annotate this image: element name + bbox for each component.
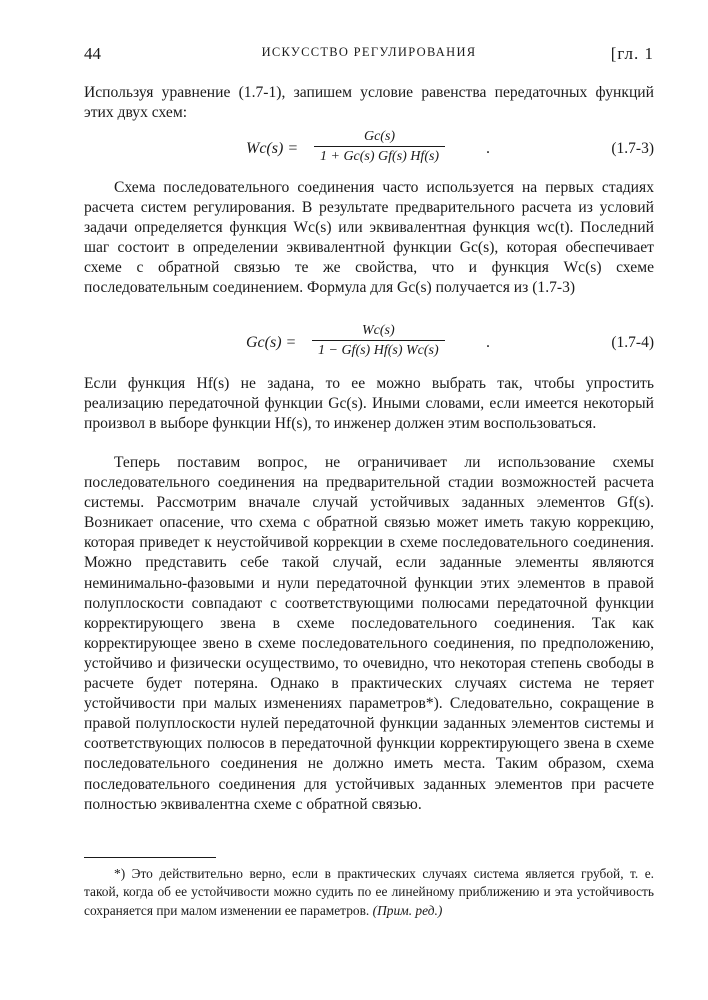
formula-numerator: Wc(s) [361, 323, 395, 338]
paragraph-serial-scheme: Схема последовательного соединения часто используется на первых стадиях расчета систем регулирования. В результате предварительного расчета из условий задачи определяется функция Wc(s) или эквивалентная функция wc(t). Последний шаг состоит в определении эквивалентной функции Gc(s), которая обеспечивает схеме с обратной связью те же свойства, что и функция Wc(s) схеме последовательным соединением. Формула для Gc(s) получается из (1.7-3) [84, 179, 654, 297]
formula-fraction [314, 128, 445, 166]
formula-1-7-3 [84, 128, 654, 170]
running-title: ИСКУССТВО РЕГУЛИРОВАНИЯ [261, 45, 477, 59]
paragraph-intro: Используя уравнение (1.7-1), запишем условие равенства передаточных функций этих двух схем: [84, 84, 654, 122]
formula-1-7-4 [84, 322, 654, 364]
formula-numerator: Gc(s) [363, 129, 396, 144]
page-header [84, 44, 654, 64]
footnote-editor-note: (Прим. ред.) [372, 902, 443, 918]
footnote-text: *) Это действительно верно, если в практических случаях система является грубой, т. е. такой, когда об ее устойчивости можно судить по ее линейному приближению и эта устойчивость сохраняется при малом изменении ее параметров. [84, 866, 654, 918]
footnote [84, 865, 654, 920]
formula-lhs: Gc(s) = [246, 334, 297, 351]
formula-period: . [486, 140, 490, 157]
formula-denominator: 1 + Gc(s) Gf(s) Hf(s) [314, 146, 445, 166]
chapter-marker: [гл. 1 [610, 44, 654, 63]
formula-lhs: Wc(s) = [246, 140, 299, 157]
equation-number: (1.7-4) [611, 334, 654, 351]
formula-period: . [486, 334, 490, 351]
page-number: 44 [84, 44, 101, 63]
equation-number: (1.7-3) [611, 140, 654, 157]
footnote-separator [84, 857, 216, 858]
formula-fraction [312, 322, 445, 360]
paragraph-feedback-function: Если функция Hf(s) не задана, то ее можно выбрать так, чтобы упростить реализацию передаточной функции Gc(s). Иными словами, если имеется некоторый произвол в выборе функции Hf(s), то инженер должен этим воспользоваться. [84, 375, 654, 433]
formula-denominator: 1 − Gf(s) Hf(s) Wc(s) [312, 340, 445, 360]
paragraph-question: Теперь поставим вопрос, не ограничивает ли использование схемы последовательного соединения на предварительной стадии возможностей расчета системы. Рассмотрим вначале случай устойчивых заданных элементов Gf(s). Возникает опасение, что схема с обратной связью может иметь такую коррекцию, которая приведет к неустойчивой коррекции в схеме последовательного соединения. Можно представить себе такой случай, если заданные элементы являются неминимально-фазовыми и нули передаточной функции этих элементов в правой полуплоскости совпадают с соответствующими полюсами передаточной функции корректирующего звена в схеме последовательного соединения. Так как корректирующее звено в схеме последовательного соединения, по предположению, устойчиво и физически осуществимо, то очевидно, что некоторая степень свободы в расчете будет потеряна. Однако в практических случаях система не теряет устойчивости при малых изменениях параметров*). Следовательно, сокращение в правой полуплоскости нулей передаточной функции заданных элементов системы и соответствующих полюсов в передаточной функции корректирующего звена в схеме последовательного соединения не должно иметь места. Таким образом, схема последовательного соединения для устойчивых заданных элементов при расчете полностью эквивалентна схеме с обратной связью. [84, 454, 654, 813]
